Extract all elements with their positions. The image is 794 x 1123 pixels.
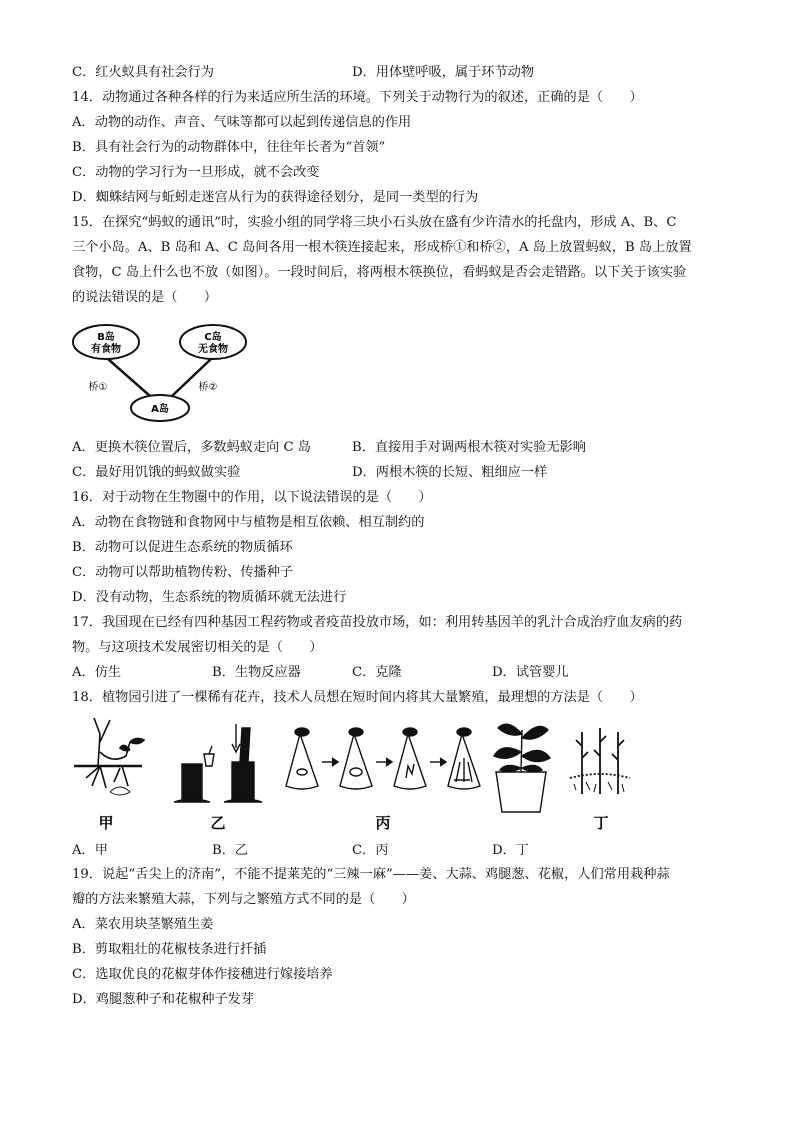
q17-option-a: A．仿生 (72, 665, 122, 680)
bridge-1-label: 桥① (88, 382, 108, 393)
q17-stem-line1: 17．我国现在已经有四种基因工程药物或者疫苗投放市场，如：利用转基因羊的乳汁合成治疗血友病的药 (72, 615, 683, 630)
figure-bing-tissue-culture (286, 728, 480, 789)
figure-label-bing: 丙 (375, 814, 391, 832)
figure-ding-cuttings (570, 728, 630, 794)
c-island-nofood-label: 无食物 (198, 344, 228, 355)
q18-option-c: C．丙 (352, 843, 389, 858)
q14-option-c: C．动物的学习行为一旦形成，就不会改变 (72, 165, 320, 180)
figure-label-jia: 甲 (98, 814, 114, 832)
q19-stem-line1: 19．说起“舌尖上的济南”，不能不提莱芜的“三辣一麻”——姜、大蒜、鸡腿葱、花椒，人们常用栽种蒜 (72, 867, 670, 882)
q19-option-c: C．选取优良的花椒芽体作接穗进行嫁接培养 (72, 967, 333, 982)
q19-option-d: D．鸡腿葱种子和花椒种子发芽 (72, 992, 255, 1007)
q16-option-d: D．没有动物，生态系统的物质循环就无法进行 (72, 590, 347, 605)
q15-stem-line4: 的说法错误的是（ ） (72, 290, 218, 305)
q19-stem-line2: 瓣的方法来繁殖大蒜，下列与之繁殖方式不同的是（ ） (72, 892, 415, 907)
q16-option-b: B．动物可以促进生态系统的物质循环 (72, 540, 293, 555)
c-island-label: C岛 (204, 332, 222, 343)
propagation-methods-figure (70, 712, 640, 836)
ant-island-diagram (70, 320, 270, 432)
q18-option-b: B．乙 (212, 843, 249, 858)
q16-option-c: C．动物可以帮助植物传粉、传播种子 (72, 565, 294, 580)
q17-option-c: C．克隆 (352, 665, 402, 680)
q14-option-a: A．动物的动作、声音、气味等都可以起到传递信息的作用 (72, 115, 412, 130)
a-island-label: A岛 (151, 404, 169, 415)
option-c-previous: C．红火蚁具有社会行为 (72, 65, 214, 80)
potted-plant-icon (494, 724, 550, 812)
q17-stem-line2: 物。与这项技术发展密切相关的是（ ） (72, 640, 323, 655)
q18-option-a: A．甲 (72, 843, 108, 858)
figure-jia-layering (74, 718, 144, 795)
b-island-label: B岛 (97, 332, 115, 343)
q16-option-a: A．动物在食物链和食物网中与植物是相互依赖、相互制约的 (72, 515, 425, 530)
q15-option-b: B．直接用手对调两根木筷对实验无影响 (352, 440, 586, 455)
q14-option-b: B．具有社会行为的动物群体中，往往年长者为“首领” (72, 140, 386, 155)
q17-option-b: B．生物反应器 (212, 665, 301, 680)
q19-option-a: A．菜农用块茎繁殖生姜 (72, 917, 214, 932)
q19-option-b: B．剪取粗壮的花椒枝条进行扦插 (72, 942, 267, 957)
figure-label-ding: 丁 (593, 814, 609, 832)
q15-option-d: D．两根木筷的长短、粗细应一样 (352, 465, 548, 480)
option-d-previous: D．用体壁呼吸，属于环节动物 (352, 65, 535, 80)
b-island-food-label: 有食物 (91, 344, 121, 355)
q15-stem-line2: 三个小岛。A、B 岛和 A、C 岛间各用一根木筷连接起来，形成桥①和桥②，A 岛上放置蚂蚁，B 岛上放置 (72, 240, 692, 255)
q18-stem: 18．植物园引进了一棵稀有花卉，技术人员想在短时间内将其大量繁殖，最理想的方法是（ ） (72, 690, 643, 705)
q15-option-a: A．更换木筷位置后，多数蚂蚁走向 C 岛 (72, 440, 311, 455)
q15-stem-line3: 食物，C 岛上什么也不放（如图）。一段时间后，将两根木筷换位，看蚂蚁是否会走错路。以下关于该实验 (72, 265, 687, 280)
q17-option-d: D．试管婴儿 (492, 665, 569, 680)
q14-stem: 14．动物通过各种各样的行为来适应所生活的环境。下列关于动物行为的叙述，正确的是（ ） (72, 90, 643, 105)
figure-yi-grafting (174, 724, 262, 802)
q15-stem-line1: 15．在探究“蚂蚁的通讯”时，实验小组的同学将三块小石头放在盛有少许清水的托盘内，形成 A、B、C (72, 215, 677, 230)
bridge-2-label: 桥② (198, 382, 218, 393)
q16-stem: 16．对于动物在生物圈中的作用，以下说法错误的是（ ） (72, 490, 432, 505)
q18-option-d: D．丁 (492, 843, 529, 858)
q14-option-d: D．蜘蛛结网与蚯蚓走迷宫从行为的获得途径划分，是同一类型的行为 (72, 190, 479, 205)
q15-option-c: C．最好用饥饿的蚂蚁做实验 (72, 465, 241, 480)
figure-label-yi: 乙 (210, 814, 226, 832)
